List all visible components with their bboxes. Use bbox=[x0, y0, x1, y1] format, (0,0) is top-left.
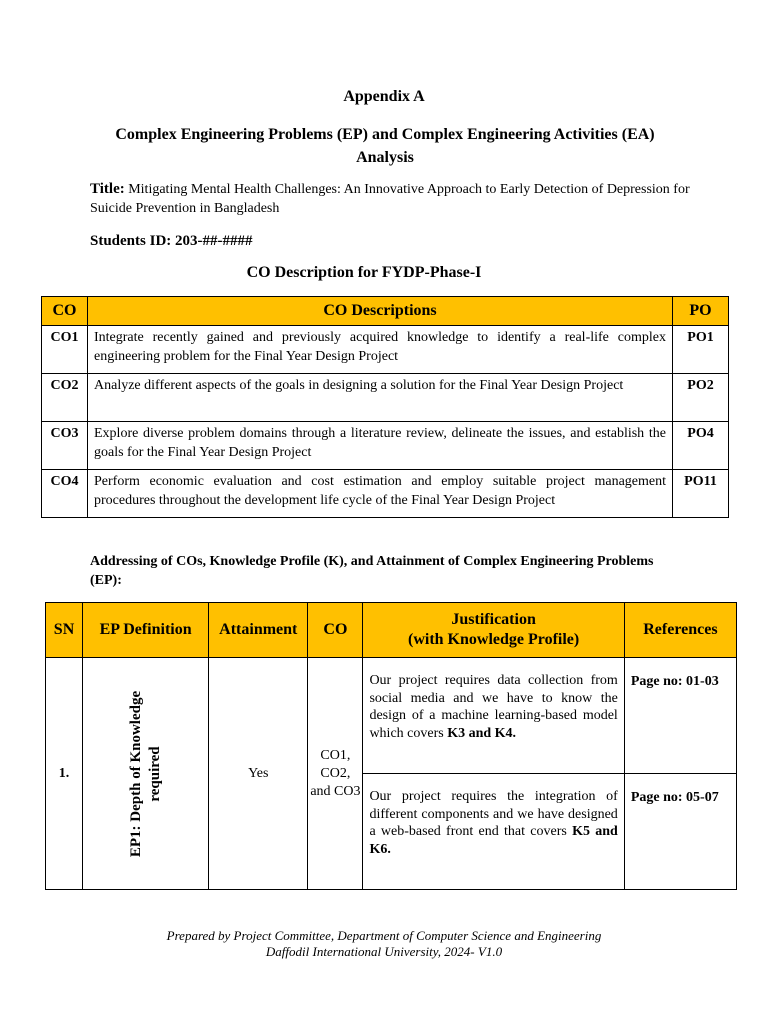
ep-definition-header: EP Definition bbox=[83, 603, 209, 658]
table-row bbox=[42, 470, 729, 518]
co-description: Perform economic evaluation and cost estimation and employ suitable project management procedures throughout the development life cycle of the Final Year Design Project bbox=[88, 470, 673, 518]
project-title bbox=[90, 180, 690, 218]
sn-cell: 1. bbox=[46, 658, 83, 890]
co-description: Explore diverse problem domains through a literature review, delineate the issues, and establish the goals for the Final Year Design Project bbox=[88, 422, 673, 470]
knowledge-profile: K3 and K4. bbox=[447, 725, 517, 741]
justification-header bbox=[363, 603, 624, 658]
attainment-header: Attainment bbox=[209, 603, 308, 658]
table-row bbox=[42, 326, 729, 374]
justification-cell bbox=[363, 774, 624, 890]
knowledge-profile: K5 and K6. bbox=[369, 824, 618, 857]
po-code: PO2 bbox=[673, 374, 729, 422]
co-code: CO4 bbox=[42, 470, 88, 518]
table-row bbox=[42, 422, 729, 470]
project-title-text: Mitigating Mental Health Challenges: An Innovative Approach to Early Detection of Depression for Suicide Prevention in Bangladesh bbox=[90, 182, 690, 216]
co-description: Integrate recently gained and previously acquired knowledge to identify a real-life complex engineering problem for the Final Year Design Project bbox=[88, 326, 673, 374]
co-table-header bbox=[42, 297, 729, 326]
sn-header: SN bbox=[46, 603, 83, 658]
appendix-label: Appendix A bbox=[343, 88, 425, 105]
co-description-heading: CO Description for FYDP-Phase-I bbox=[246, 264, 482, 281]
po-header: PO bbox=[673, 297, 729, 326]
po-code: PO4 bbox=[673, 422, 729, 470]
justification-header-line2: (with Knowledge Profile) bbox=[408, 631, 580, 648]
references-header: References bbox=[624, 603, 736, 658]
ep-section-heading: Addressing of COs, Knowledge Profile (K), and Attainment of Complex Engineering Problems (EP): bbox=[90, 554, 654, 588]
attainment-cell: Yes bbox=[209, 658, 308, 890]
ep-table-header bbox=[46, 603, 737, 658]
reference-cell: Page no: 05-07 bbox=[624, 774, 736, 890]
co-descriptions-header: CO Descriptions bbox=[88, 297, 673, 326]
po-code: PO1 bbox=[673, 326, 729, 374]
page-title: Complex Engineering Problems (EP) and Complex Engineering Activities (EA) Analysis bbox=[115, 126, 655, 166]
justification-cell bbox=[363, 658, 624, 774]
co-cell: CO1, CO2, and CO3 bbox=[308, 658, 363, 890]
ep-definition-text: EP1: Depth of Knowledge required bbox=[127, 690, 163, 857]
co-code: CO1 bbox=[42, 326, 88, 374]
co-description: Analyze different aspects of the goals in designing a solution for the Final Year Design Project bbox=[88, 374, 673, 422]
footer-line1: Prepared by Project Committee, Department of Computer Science and Engineering bbox=[166, 928, 602, 943]
table-row bbox=[42, 374, 729, 422]
co-code: CO2 bbox=[42, 374, 88, 422]
justification-header-line1: Justification bbox=[451, 611, 536, 628]
po-code: PO11 bbox=[673, 470, 729, 518]
co-header: CO bbox=[42, 297, 88, 326]
table-row bbox=[46, 658, 737, 774]
justification-text: Our project requires data collection from social media and we have to know the design of a machine learning-based model which covers bbox=[369, 673, 618, 741]
footer-line2: Daffodil International University, 2024- V1.0 bbox=[265, 944, 503, 959]
ep-definition-cell bbox=[83, 658, 209, 890]
co-header: CO bbox=[308, 603, 363, 658]
project-title-label: Title: bbox=[90, 181, 125, 197]
co-description-table bbox=[41, 296, 729, 518]
students-id: Students ID: 203-##-#### bbox=[90, 233, 253, 249]
ep-analysis-table bbox=[45, 602, 737, 890]
co-code: CO3 bbox=[42, 422, 88, 470]
reference-cell: Page no: 01-03 bbox=[624, 658, 736, 774]
justification-text: Our project requires the integration of different components and we have designed a web-based front end that covers bbox=[369, 789, 618, 839]
footer bbox=[0, 928, 768, 960]
